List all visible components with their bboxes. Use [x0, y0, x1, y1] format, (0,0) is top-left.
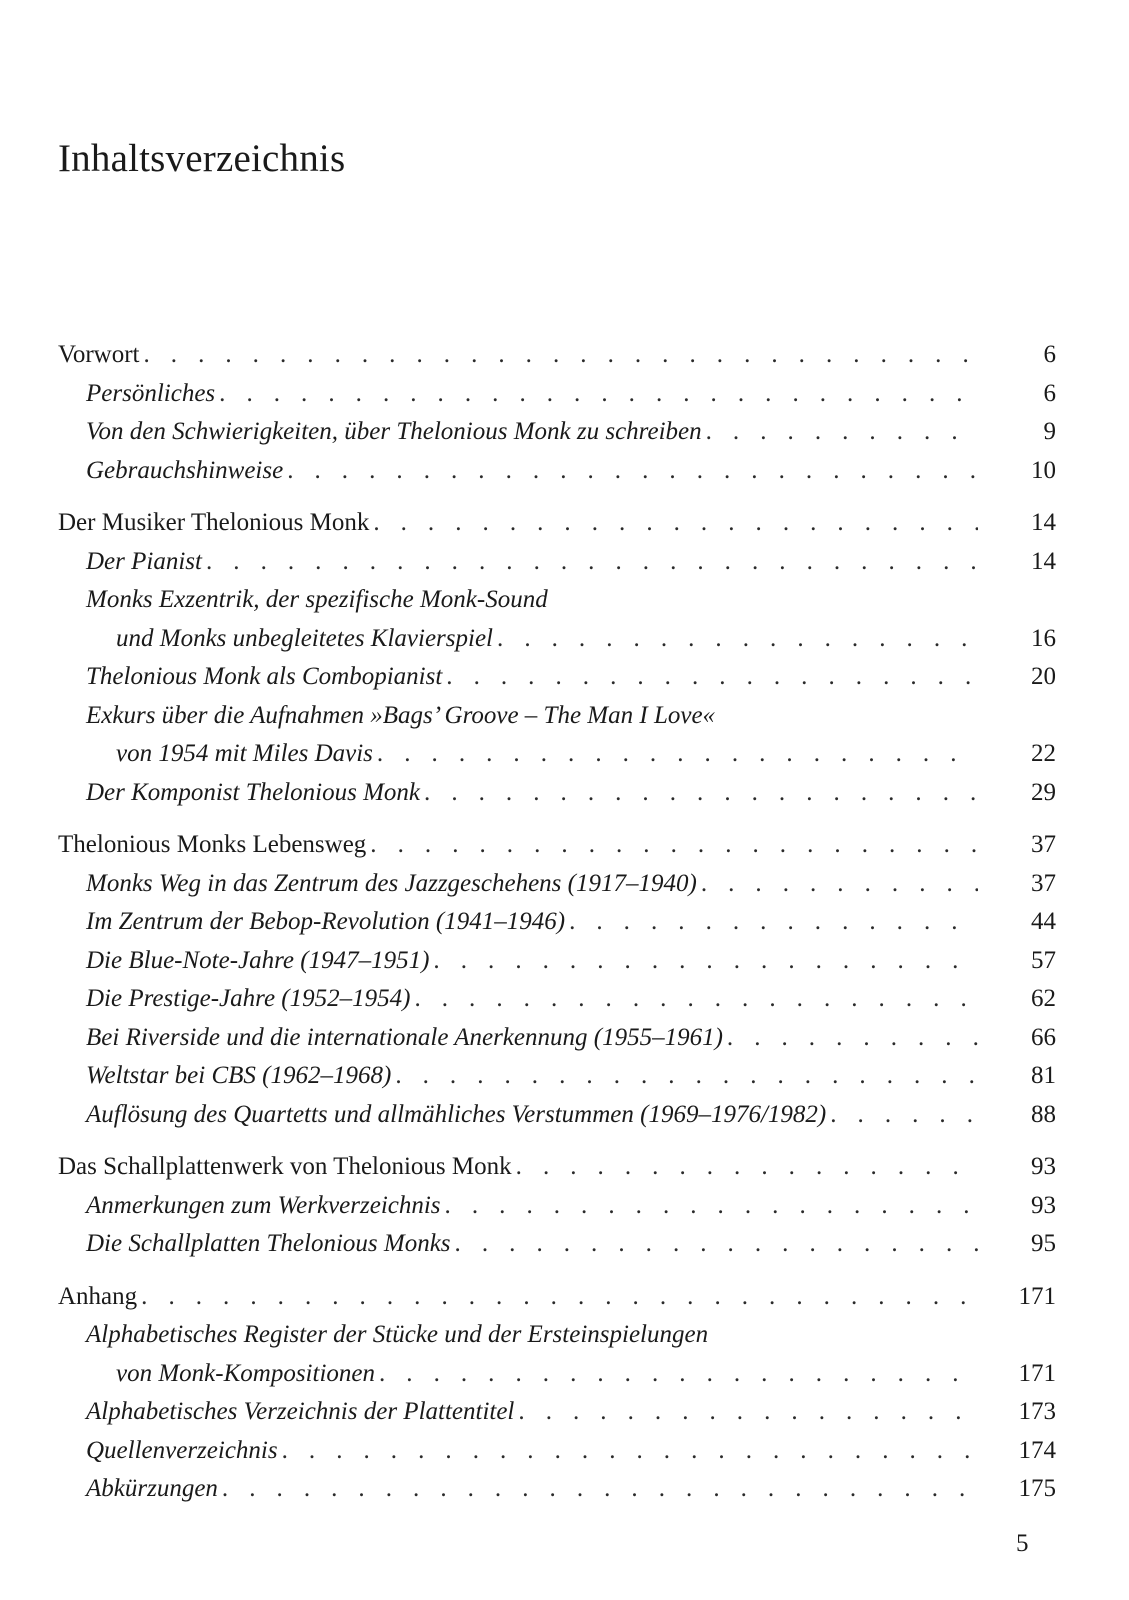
toc-page-number: 10: [1031, 456, 1056, 484]
table-of-contents: [58, 336, 1056, 1509]
toc-entry-title: Thelonious Monks Lebensweg: [58, 831, 367, 858]
toc-entry-title: Im Zentrum der Bebop-Revolution (1941–1946): [86, 908, 566, 935]
toc-page-number: 171: [1018, 1359, 1056, 1387]
toc-subentry: [58, 1096, 1056, 1135]
toc-entry-title: Vorwort: [58, 341, 140, 368]
toc-entry-title: Auflösung des Quartetts und allmähliches Verstummen (1969–1976/1982): [86, 1100, 827, 1128]
dot-leader: [370, 826, 978, 865]
toc-page-number: 171: [1018, 1282, 1056, 1310]
dot-leader: [219, 375, 978, 414]
dot-leader: [497, 620, 978, 659]
toc-page-number: 20: [1031, 663, 1056, 690]
toc-page-number: 9: [1043, 418, 1056, 445]
toc-subentry: [58, 1316, 1056, 1355]
toc-page-number: 81: [1031, 1062, 1056, 1089]
toc-subentry: [58, 1355, 1056, 1394]
toc-section: [58, 1278, 1056, 1509]
dot-leader: [282, 1432, 978, 1471]
toc-entry-title: Monks Weg in das Zentrum des Jazzgeschehens (1917–1940): [86, 869, 697, 897]
toc-page-number: 93: [1031, 1153, 1056, 1180]
toc-entry-title: von 1954 mit Miles Davis: [116, 740, 373, 767]
toc-entry-title: Das Schallplattenwerk von Thelonious Monk: [58, 1153, 512, 1180]
toc-subentry: [58, 620, 1056, 659]
toc-page-number: 44: [1031, 908, 1056, 935]
toc-subentry: [58, 1187, 1056, 1226]
dot-leader: [395, 1057, 978, 1096]
toc-page-number: 14: [1031, 547, 1056, 575]
toc-page-number: 93: [1031, 1191, 1056, 1219]
toc-entry-title: Quellenverzeichnis: [86, 1436, 278, 1464]
toc-subentry: [58, 543, 1056, 582]
toc-section: [58, 504, 1056, 812]
toc-page-number: 88: [1031, 1100, 1056, 1128]
toc-subentry: [58, 1019, 1056, 1058]
toc-page-number: 6: [1043, 341, 1056, 368]
toc-subentry: [58, 903, 1056, 942]
toc-subentry: [58, 942, 1056, 981]
toc-entry-title: Alphabetisches Register der Stücke und der Ersteinspielungen: [86, 1321, 709, 1348]
toc-entry-title: Persönliches: [86, 379, 216, 407]
dot-leader: [424, 774, 978, 813]
toc-subentry: [58, 980, 1056, 1019]
toc-chapter: [58, 504, 1056, 543]
toc-subentry: [58, 581, 1056, 620]
dot-leader: [727, 1019, 978, 1058]
toc-entry-title: Monks Exzentrik, der spezifische Monk-Sound: [86, 586, 548, 613]
toc-entry-title: von Monk-Kompositionen: [116, 1359, 375, 1387]
dot-leader: [446, 658, 978, 697]
toc-entry-title: Alphabetisches Verzeichnis der Plattentitel: [86, 1398, 515, 1425]
toc-subentry: [58, 375, 1056, 414]
toc-subentry: [58, 865, 1056, 904]
dot-leader: [206, 543, 978, 582]
toc-subentry: [58, 1057, 1056, 1096]
toc-subentry: [58, 658, 1056, 697]
toc-page-number: 37: [1031, 831, 1056, 858]
toc-entry-title: Abkürzungen: [86, 1475, 218, 1502]
toc-section: [58, 826, 1056, 1134]
dot-leader: [373, 504, 978, 543]
toc-entry-title: Thelonious Monk als Combopianist: [86, 663, 443, 690]
dot-leader: [414, 980, 978, 1019]
toc-chapter: [58, 1148, 1056, 1187]
dot-leader: [516, 1148, 978, 1187]
dot-leader: [222, 1470, 978, 1509]
toc-entry-title: Der Pianist: [86, 547, 202, 575]
toc-subentry: [58, 697, 1056, 736]
toc-entry-title: Die Blue-Note-Jahre (1947–1951): [86, 946, 430, 974]
dot-leader: [379, 1355, 978, 1394]
dot-leader: [377, 735, 978, 774]
toc-page-number: 173: [1018, 1398, 1056, 1425]
toc-subentry: [58, 452, 1056, 491]
toc-entry-title: Die Schallplatten Thelonious Monks: [86, 1230, 451, 1257]
dot-leader: [706, 413, 978, 452]
toc-page-number: 37: [1031, 869, 1056, 897]
toc-page-number: 62: [1031, 985, 1056, 1012]
dot-leader: [143, 336, 978, 375]
toc-page-number: 16: [1031, 624, 1056, 652]
toc-page-number: 14: [1031, 509, 1056, 536]
toc-subentry: [58, 735, 1056, 774]
toc-chapter: [58, 1278, 1056, 1317]
toc-entry-title: und Monks unbegleitetes Klavierspiel: [116, 624, 494, 652]
dot-leader: [287, 452, 978, 491]
dot-leader: [141, 1278, 978, 1317]
toc-subentry: [58, 1225, 1056, 1264]
toc-entry-title: Anmerkungen zum Werkverzeichnis: [86, 1191, 441, 1219]
page-number: 5: [1016, 1530, 1029, 1557]
dot-leader: [433, 942, 978, 981]
toc-page-number: 57: [1031, 946, 1056, 974]
dot-leader: [445, 1187, 978, 1226]
dot-leader: [455, 1225, 978, 1264]
dot-leader: [569, 903, 978, 942]
toc-subentry: [58, 1432, 1056, 1471]
toc-entry-title: Weltstar bei CBS (1962–1968): [86, 1062, 392, 1089]
toc-entry-title: Der Komponist Thelonious Monk: [86, 778, 421, 806]
toc-entry-title: Bei Riverside und die internationale Anerkennung (1955–1961): [86, 1023, 723, 1051]
toc-entry-title: Von den Schwierigkeiten, über Thelonious Monk zu schreiben: [86, 418, 702, 445]
toc-page-number: 29: [1031, 778, 1056, 806]
toc-chapter: [58, 336, 1056, 375]
toc-entry-title: Exkurs über die Aufnahmen »Bags’ Groove – The Man I Love«: [86, 701, 716, 729]
toc-section: [58, 336, 1056, 490]
page-title: Inhaltsverzeichnis: [58, 137, 346, 180]
toc-entry-title: Der Musiker Thelonious Monk: [58, 509, 370, 536]
toc-entry-title: Anhang: [58, 1282, 138, 1310]
dot-leader: [830, 1096, 978, 1135]
toc-chapter: [58, 826, 1056, 865]
toc-entry-title: Gebrauchshinweise: [86, 456, 284, 484]
dot-leader: [518, 1393, 978, 1432]
toc-subentry: [58, 774, 1056, 813]
toc-page-number: 95: [1031, 1230, 1056, 1257]
toc-page-number: 175: [1018, 1475, 1056, 1502]
toc-subentry: [58, 413, 1056, 452]
toc-page-number: 174: [1018, 1436, 1056, 1464]
toc-subentry: [58, 1393, 1056, 1432]
toc-subentry: [58, 1470, 1056, 1509]
dot-leader: [701, 865, 978, 904]
toc-section: [58, 1148, 1056, 1264]
toc-entry-title: Die Prestige-Jahre (1952–1954): [86, 985, 411, 1012]
toc-page-number: 66: [1031, 1023, 1056, 1051]
toc-page-number: 22: [1031, 740, 1056, 767]
toc-page-number: 6: [1043, 379, 1056, 407]
